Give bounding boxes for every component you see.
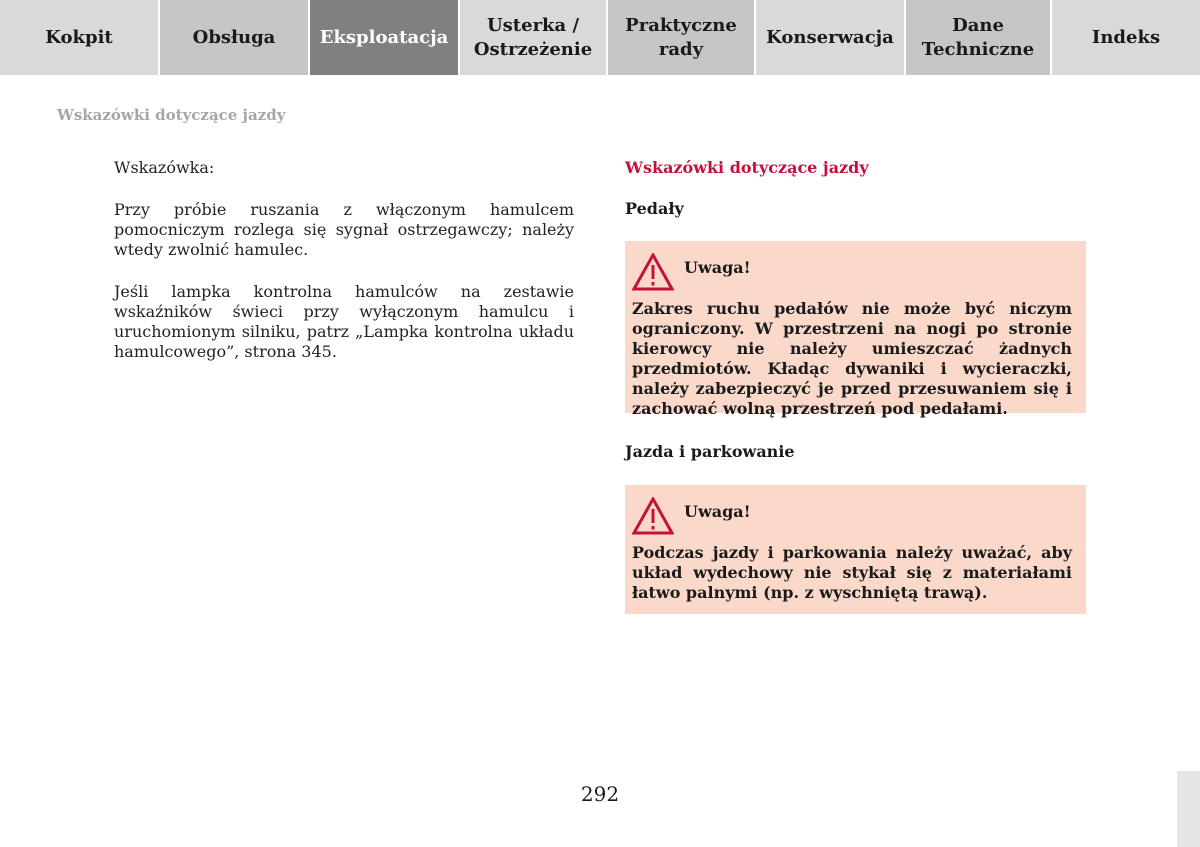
note-paragraph-2: Jeśli lampka kontrolna hamulców na zestawie wskaźników świeci przy wyłączonym hamulcu i uruchomionym silniku, patrz „Lampka kontrolna układu hamulcowego”, strona 345.: [114, 282, 574, 361]
tab-praktyczne-line1: Praktyczne: [625, 14, 737, 36]
top-navigation: [0, 0, 1200, 75]
driving-parking-heading: Jazda i parkowanie: [625, 442, 795, 461]
tab-dane-techniczne[interactable]: [906, 0, 1050, 75]
tab-praktyczne-label: [625, 14, 737, 62]
warning-text: Podczas jazdy i parkowania należy uważać, aby układ wydechowy nie stykał się z materiałami łatwo palnymi (np. z wyschniętą trawą).: [632, 543, 1072, 602]
tab-obsluga-label: Obsługa: [192, 26, 276, 48]
tab-kokpit-label: Kokpit: [45, 26, 113, 48]
page-edge-marker: [1177, 771, 1200, 847]
warning-label: Uwaga!: [684, 501, 751, 521]
note-paragraph-1: Przy próbie ruszania z włączonym hamulcem pomocniczym rozlega się sygnał ostrzegawczy; należy wtedy zwolnić hamulec.: [114, 200, 574, 259]
pedals-heading: Pedały: [625, 199, 684, 218]
tab-eksploatacja[interactable]: [310, 0, 458, 75]
warning-box-pedals: [625, 241, 1086, 418]
tab-praktyczne-rady[interactable]: [608, 0, 754, 75]
page-number: 292: [580, 782, 620, 806]
warning-triangle-icon: [632, 253, 674, 291]
warning-box-driving: [625, 485, 1086, 614]
tab-dane-label: [922, 14, 1034, 62]
tab-dane-line1: Dane: [952, 14, 1004, 36]
tab-konserwacja[interactable]: [756, 0, 904, 75]
tab-dane-line2: Techniczne: [921, 38, 1035, 60]
tab-indeks[interactable]: [1052, 0, 1200, 75]
section-header: Wskazówki dotyczące jazdy: [57, 106, 286, 124]
warning-triangle-icon: [632, 497, 674, 535]
warning-text: Zakres ruchu pedałów nie może być niczym ograniczony. W przestrzeni na nogi po stronie kierowcy nie należy umieszczać żadnych przedmiotów. Kładąc dywaniki i wycieraczki, należy zabezpieczyć je przed przesuwaniem się i zachować wolną przestrzeń pod pedałami.: [632, 299, 1072, 418]
warning-header: [632, 251, 1072, 293]
tab-usterka-line2: Ostrzeżenie: [473, 38, 593, 60]
left-column: [114, 158, 574, 384]
tab-usterka-ostrzezenie[interactable]: [460, 0, 606, 75]
warning-label: Uwaga!: [684, 257, 751, 277]
warning-header: [632, 495, 1072, 537]
tab-usterka-line1: Usterka /: [486, 14, 580, 36]
tab-eksploatacja-label: Eksploatacja: [319, 26, 449, 48]
tab-indeks-label: Indeks: [1091, 26, 1161, 48]
tab-obsluga[interactable]: [160, 0, 308, 75]
tab-praktyczne-line2: rady: [658, 38, 704, 60]
right-column: [625, 158, 1086, 602]
right-section-title: Wskazówki dotyczące jazdy: [625, 158, 869, 177]
tab-usterka-label: [474, 14, 592, 62]
note-label: Wskazówka:: [114, 158, 215, 177]
tab-konserwacja-label: Konserwacja: [766, 26, 894, 48]
tab-kokpit[interactable]: [0, 0, 158, 75]
